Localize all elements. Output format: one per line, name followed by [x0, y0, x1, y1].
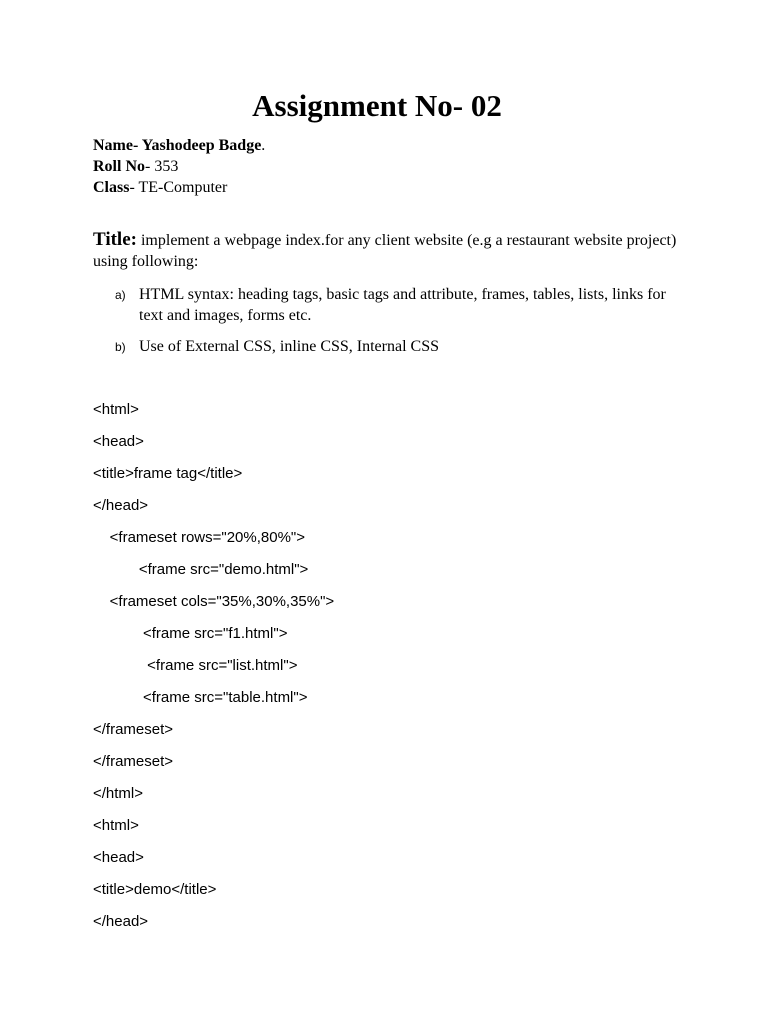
code-listing [93, 398, 334, 942]
list-marker: b) [115, 340, 126, 354]
code-line: <html> [93, 401, 139, 418]
roll-no-value: - 353 [145, 158, 179, 175]
page-title: Assignment No- 02 [252, 88, 502, 123]
roll-no-label: Roll No [93, 158, 145, 175]
code-line: <title>demo</title> [93, 881, 217, 898]
code-line: <head> [93, 849, 144, 866]
code-line: </frameset> [93, 721, 174, 738]
code-line: </head> [93, 497, 149, 514]
list-marker: a) [115, 288, 126, 302]
title-label: Title: [93, 229, 137, 250]
name-suffix: . [261, 137, 266, 154]
code-line: <frameset cols="35%,30%,35%"> [93, 593, 335, 610]
code-line: <frame src="table.html"> [93, 689, 308, 706]
code-line: </frameset> [93, 753, 174, 770]
list-item [93, 336, 683, 357]
code-line: <head> [93, 433, 144, 450]
class-value: - TE-Computer [129, 179, 228, 196]
code-line: <frame src="list.html"> [93, 657, 298, 674]
list-item [93, 284, 683, 326]
list-item-text: Use of External CSS, inline CSS, Internal CSS [139, 338, 439, 355]
class-line [93, 177, 265, 198]
name-label: Name [93, 137, 133, 154]
code-line: <frame src="demo.html"> [93, 561, 309, 578]
roll-no-line [93, 156, 265, 177]
title-text: implement a webpage index.for any client website (e.g a restaurant website project) using following: [93, 232, 677, 270]
student-name-line [93, 135, 265, 156]
code-line: <frameset rows="20%,80%"> [93, 529, 305, 546]
list-item-text: HTML syntax: heading tags, basic tags and attribute, frames, tables, lists, links for text and images, forms etc. [139, 286, 666, 324]
assignment-title [93, 229, 683, 272]
requirements-list [93, 284, 683, 367]
code-line: <title>frame tag</title> [93, 465, 243, 482]
name-value: - Yashodeep Badge [132, 137, 262, 154]
class-label: Class [93, 179, 130, 196]
code-line: <html> [93, 817, 139, 834]
student-info [93, 135, 265, 198]
code-line: <frame src="f1.html"> [93, 625, 288, 642]
code-line: </head> [93, 913, 149, 930]
code-line: </html> [93, 785, 144, 802]
